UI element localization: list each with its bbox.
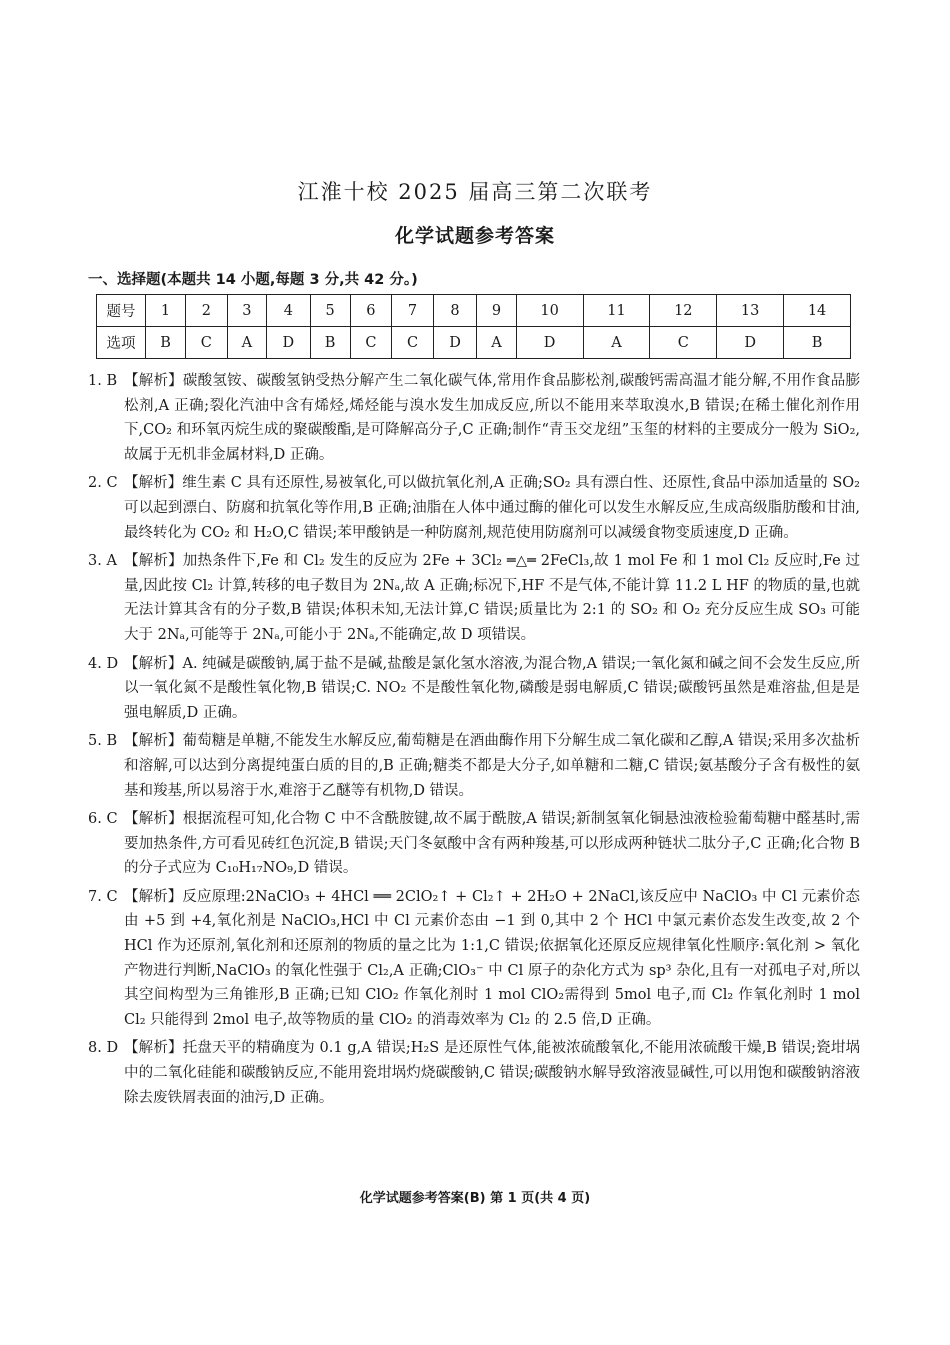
- answer-choice-cell: A: [583, 327, 650, 359]
- explanation-text: 【解析】根据流程可知,化合物 C 中不含酰胺键,故不属于酰胺,A 错误;新制氢氧化铜悬浊液检验葡萄糖中醛基时,需要加热条件,方可看见砖红色沉淀,B 错误;天门冬氨酸中含有两种羧基,可以形成两种链状二肽分子,C 正确;化合物 B 的分子式应为 C₁₀H₁₇NO₉,D 错误。: [124, 811, 860, 877]
- explanation-text: 【解析】维生素 C 具有还原性,易被氧化,可以做抗氧化剂,A 正确;SO₂ 具有漂白性、还原性,食品中添加适量的 SO₂ 可以起到漂白、防腐和抗氧化等作用,B 正确;油脂在人体中通过酶的催化可以发生水解反应,生成高级脂肪酸和甘油,最终转化为 CO₂ 和 H₂O,C 错误;苯甲酸钠是一种防腐剂,规范使用防腐剂可以减缓食物变质速度,D 正确。: [124, 475, 860, 541]
- answer-choice-cell: C: [392, 327, 434, 359]
- question-label: 8. D: [88, 1040, 119, 1057]
- question-number-cell: 4: [267, 295, 310, 327]
- answer-choice-cell: D: [516, 327, 583, 359]
- answer-choice-cell: D: [267, 327, 310, 359]
- explanation-item: [88, 471, 860, 545]
- question-label: 3. A: [88, 553, 117, 570]
- answer-table-choice-row: [97, 327, 851, 359]
- question-number-cell: 6: [350, 295, 392, 327]
- page-title: 江淮十校 2025 届高三第二次联考: [297, 180, 653, 204]
- question-number-cell: 9: [477, 295, 516, 327]
- question-label: 6. C: [88, 811, 118, 828]
- question-number-cell: 1: [146, 295, 186, 327]
- explanation-text: 【解析】反应原理:2NaClO₃ + 4HCl ══ 2ClO₂↑ + Cl₂↑ + 2H₂O + 2NaCl,该反应中 NaClO₃ 中 Cl 元素价态由 +5 到 +4,氧化剂是 NaClO₃,HCl 中 Cl 元素价态由 −1 到 0,其中 2 个 HCl 中氯元素价态发生改变,故 2 个 HCl 作为还原剂,氧化剂和还原剂的物质的量之比为 1:1,C 错误;依据氧化还原反应规律氧化性顺序:氧化剂 > 氧化产物进行判断,NaClO₃ 的氧化性强于 Cl₂,A 正确;ClO₃⁻ 中 Cl 原子的杂化方式为 sp³ 杂化,且有一对孤电子对,所以其空间构型为三角锥形,B 正确;已知 ClO₂ 作氧化剂时 1 mol ClO₂需得到 5mol 电子,而 Cl₂ 作氧化剂时 1 mol Cl₂ 只能得到 2mol 电子,故等物质的量 ClO₂ 的消毒效率为 Cl₂ 的 2.5 倍,D 正确。: [124, 888, 860, 1028]
- explanation-item: [88, 652, 860, 726]
- question-label: 7. C: [88, 888, 118, 905]
- answer-choice-cell: D: [717, 327, 784, 359]
- question-number-cell: 3: [227, 295, 266, 327]
- explanations-list: [88, 369, 860, 1114]
- question-number-cell: 2: [186, 295, 228, 327]
- question-label: 5. B: [88, 733, 118, 750]
- explanation-item: [88, 549, 860, 647]
- question-label: 2. C: [88, 475, 118, 492]
- explanation-item: [88, 885, 860, 1033]
- answer-choice-cell: D: [433, 327, 476, 359]
- explanation-text: 【解析】葡萄糖是单糖,不能发生水解反应,葡萄糖是在酒曲酶作用下分解生成二氧化碳和乙醇,A 错误;采用多次盐析和溶解,可以达到分离提纯蛋白质的目的,B 正确;糖类不都是大分子,如单糖和二糖,C 错误;氨基酸分子含有极性的氨基和羧基,所以易溶于水,难溶于乙醚等有机物,D 错误。: [124, 733, 860, 799]
- explanation-text: 【解析】加热条件下,Fe 和 Cl₂ 发生的反应为 2Fe + 3Cl₂ ═△═ 2FeCl₃,故 1 mol Fe 和 1 mol Cl₂ 反应时,Fe 过量,因此按 Cl₂ 计算,转移的电子数目为 2Nₐ,故 A 正确;标况下,HF 不是气体,不能计算 11.2 L HF 的物质的量,也就无法计算其含有的分子数,B 错误;体积未知,无法计算,C 错误;质量比为 2:1 的 SO₂ 和 O₂ 充分反应生成 SO₃ 可能大于 2Nₐ,可能等于 2Nₐ,可能小于 2Nₐ,不能确定,故 D 项错误。: [124, 553, 860, 643]
- answer-choice-cell: A: [477, 327, 516, 359]
- row-label-choice: 选项: [97, 327, 146, 359]
- answer-choice-cell: C: [650, 327, 717, 359]
- answer-choice-cell: C: [186, 327, 228, 359]
- question-label: 4. D: [88, 655, 119, 672]
- explanation-text: 【解析】A. 纯碱是碳酸钠,属于盐不是碱,盐酸是氯化氢水溶液,为混合物,A 错误;一氧化氮和碱之间不会发生反应,所以一氧化氮不是酸性氧化物,B 错误;C. NO₂ 不是酸性氧化物,磷酸是弱电解质,C 错误;碳酸钙虽然是难溶盐,但是是强电解质,D 正确。: [124, 655, 860, 721]
- answer-table-number-row: [97, 295, 851, 327]
- question-number-cell: 11: [583, 295, 650, 327]
- question-number-cell: 8: [433, 295, 476, 327]
- answer-choice-cell: B: [146, 327, 186, 359]
- explanation-text: 【解析】托盘天平的精确度为 0.1 g,A 错误;H₂S 是还原性气体,能被浓硫酸氧化,不能用浓硫酸干燥,B 错误;瓷坩埚中的二氧化硅能和碳酸钠反应,不能用瓷坩埚灼烧碳酸钠,C 错误;碳酸钠水解导致溶液显碱性,可以用饱和碳酸钠溶液除去废铁屑表面的油污,D 正确。: [124, 1040, 860, 1106]
- question-number-cell: 12: [650, 295, 717, 327]
- explanation-item: [88, 369, 860, 467]
- question-number-cell: 14: [784, 295, 851, 327]
- page-subtitle: 化学试题参考答案: [394, 225, 555, 247]
- page-footer: 化学试题参考答案(B) 第 1 页(共 4 页): [359, 1191, 591, 1206]
- answer-choice-cell: A: [227, 327, 266, 359]
- answer-choice-cell: B: [310, 327, 350, 359]
- row-label-number: 题号: [97, 295, 146, 327]
- answer-choice-cell: B: [784, 327, 851, 359]
- answer-table: [96, 294, 851, 359]
- question-label: 1. B: [88, 373, 118, 389]
- explanation-item: [88, 807, 860, 881]
- answer-choice-cell: C: [350, 327, 392, 359]
- explanation-item: [88, 729, 860, 803]
- explanation-item: [88, 1036, 860, 1110]
- section-heading: 一、选择题(本题共 14 小题,每题 3 分,共 42 分。): [88, 272, 418, 288]
- question-number-cell: 13: [717, 295, 784, 327]
- question-number-cell: 7: [392, 295, 434, 327]
- question-number-cell: 10: [516, 295, 583, 327]
- question-number-cell: 5: [310, 295, 350, 327]
- explanation-text: 【解析】碳酸氢铵、碳酸氢钠受热分解产生二氧化碳气体,常用作食品膨松剂,碳酸钙需高温才能分解,不用作食品膨松剂,A 正确;裂化汽油中含有烯烃,烯烃能与溴水发生加成反应,所以不能用来萃取溴水,B 错误;在稀土催化剂作用下,CO₂ 和环氧丙烷生成的聚碳酸酯,是可降解高分子,C 正确;制作“青玉交龙纽”玉玺的材料的主要成分一般为 SiO₂,故属于无机非金属材料,D 正确。: [124, 373, 860, 463]
